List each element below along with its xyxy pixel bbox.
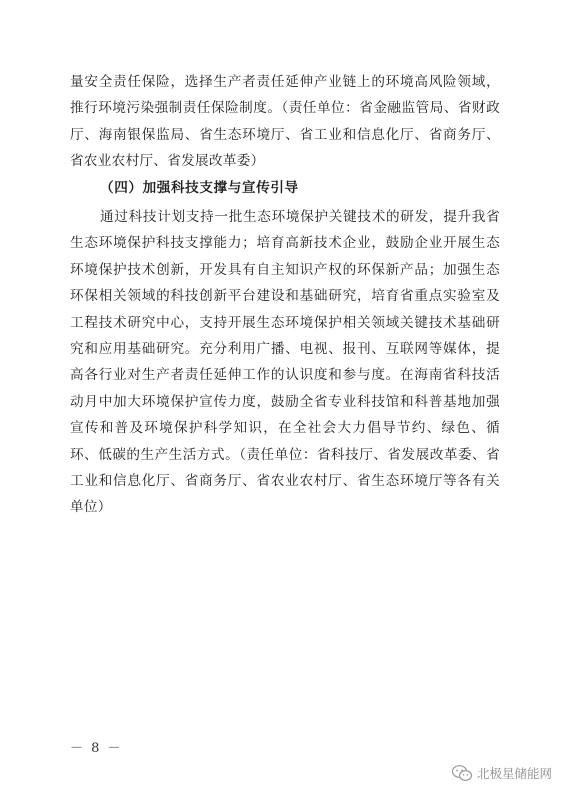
section-body: 通过科技计划支持一批生态环境保护关键技术的研发，提升我省生态环境保护科技支撑能力；培育高新技术企业，鼓励企业开展生态环境保护技术创新，开发具有自主知识产权的环保新产品；加强生态环保相关领域的科技创新平台建设和基础研究，培育省重点实验室及工程技术研究中心，支持开展生态环境保护相关领域关键技术基础研究和应用基础研究。充分利用广播、电视、报刊、互联网等媒体，提高各行业对生产者责任延伸工作的认识度和参与度。在海南省科技活动月中加大环境保护宣传力度，鼓励全省专业科技馆和科普基地加强宣传和普及环境保护科学知识，在全社会大力倡导节约、绿色、循环、低碳的生产生活方式。（责任单位：省科技厅、省发展改革委、省工业和信息化厅、省商务厅、省农业农村厅、省生态环境厅等各有关单位） (70, 209, 500, 516)
watermark-text: 北极星储能网 (476, 766, 552, 781)
page-number: － 8 － (70, 741, 123, 756)
section-heading: （四）加强科技支撑与宣传引导 (100, 180, 299, 196)
watermark (451, 764, 552, 782)
paragraph-continued: 量安全责任保险，选择生产者责任延伸产业链上的环境高风险领域，推行环境污染强制责任保险制度。（责任单位：省金融监管局、省财政厅、海南银保监局、省生态环境厅、省工业和信息化厅、省商务厅、省农业农村厅、省发展改革委） (70, 74, 500, 170)
wechat-icon (451, 764, 473, 782)
